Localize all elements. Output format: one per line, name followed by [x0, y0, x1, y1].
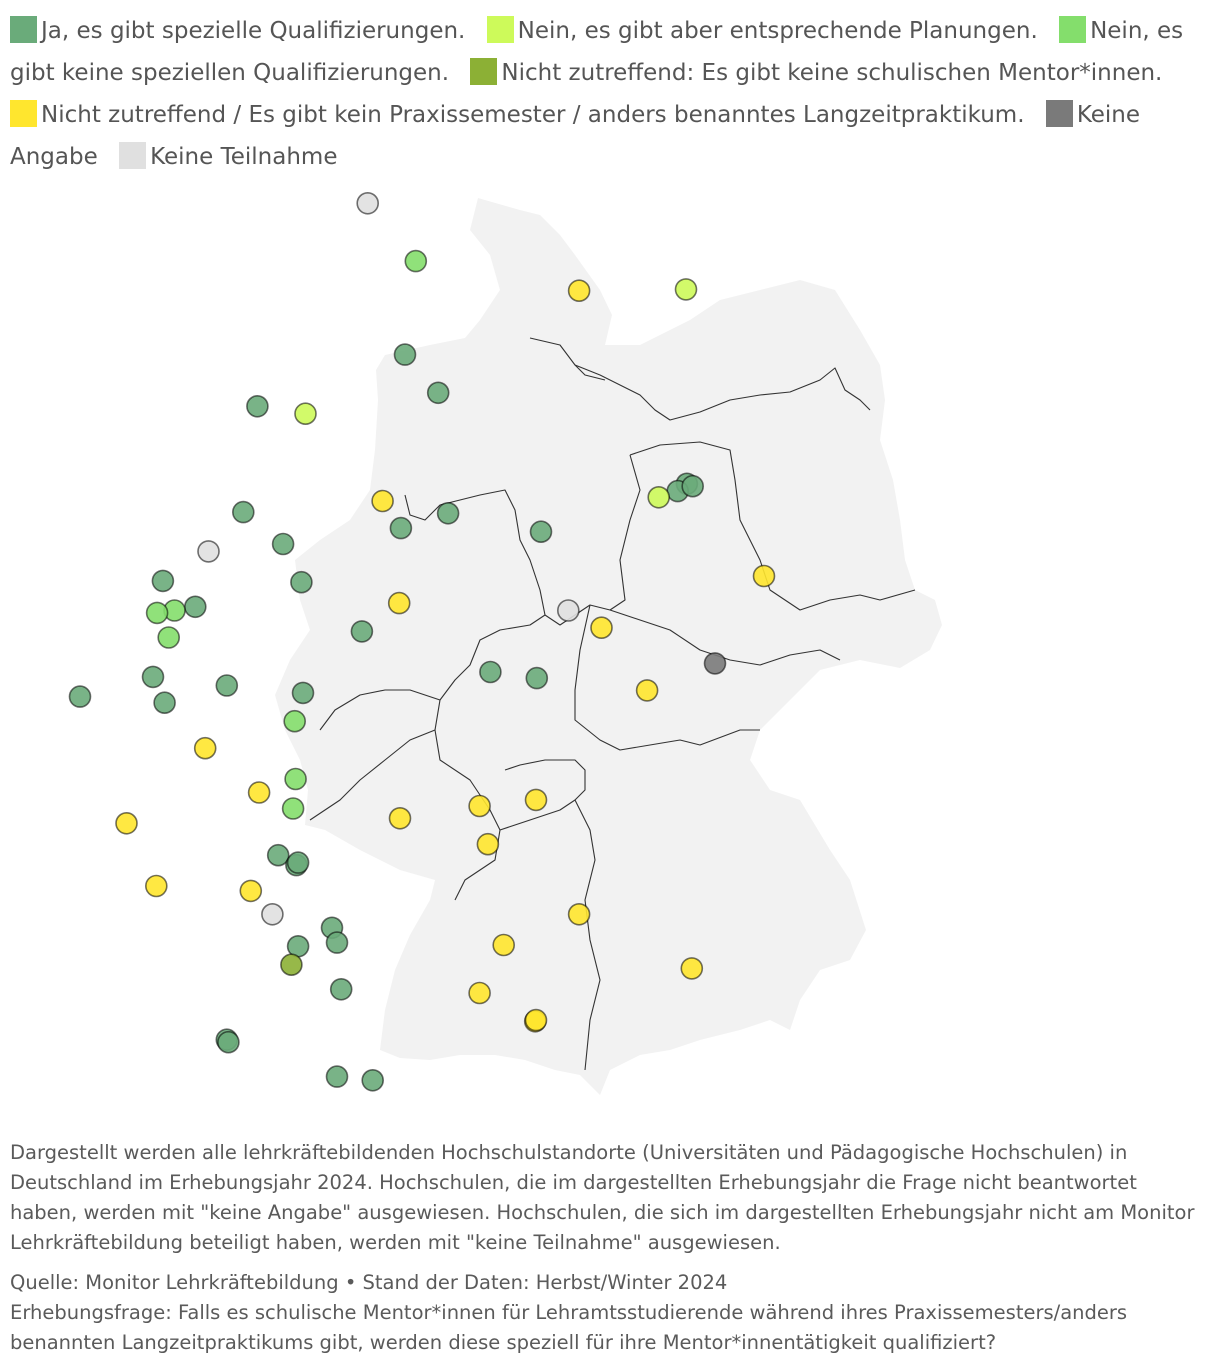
- legend-item-keine-mentorinnen[interactable]: [470, 60, 1162, 86]
- legend-swatch: [10, 100, 37, 127]
- site-marker[interactable]: [283, 798, 304, 819]
- legend-swatch: [10, 16, 37, 43]
- site-marker[interactable]: [262, 904, 283, 925]
- legend: [10, 10, 1210, 178]
- site-marker[interactable]: [569, 904, 590, 925]
- legend-swatch: [119, 142, 146, 169]
- legend-swatch: [1059, 16, 1086, 43]
- site-marker[interactable]: [152, 570, 173, 591]
- site-marker[interactable]: [531, 521, 552, 542]
- site-marker[interactable]: [357, 193, 378, 214]
- question-text: Erhebungsfrage: Falls es schulische Mentor*innen für Lehramtsstudierende während ihres Praxissemesters/anders benannten Langzeitpraktikums gibt, werden diese speziell für ihre Mentor*innentätigkeit qualifiziert?: [10, 1301, 1128, 1354]
- site-marker[interactable]: [754, 566, 775, 587]
- site-marker[interactable]: [526, 1010, 547, 1031]
- site-marker[interactable]: [247, 396, 268, 417]
- site-marker[interactable]: [249, 782, 270, 803]
- site-marker[interactable]: [362, 1070, 383, 1091]
- site-marker[interactable]: [526, 668, 547, 689]
- site-marker[interactable]: [405, 251, 426, 272]
- site-marker[interactable]: [284, 711, 305, 732]
- legend-item-nein-planungen[interactable]: [487, 18, 1038, 44]
- site-marker[interactable]: [390, 808, 411, 829]
- legend-label: Keine Teilnahme: [150, 144, 338, 170]
- site-marker[interactable]: [351, 621, 372, 642]
- site-marker[interactable]: [293, 682, 314, 703]
- site-marker[interactable]: [327, 1066, 348, 1087]
- site-marker[interactable]: [558, 600, 579, 621]
- site-marker[interactable]: [331, 979, 352, 1000]
- site-marker[interactable]: [288, 852, 309, 873]
- site-marker[interactable]: [469, 796, 490, 817]
- site-marker[interactable]: [198, 541, 219, 562]
- source-text: Quelle: Monitor Lehrkräftebildung • Stand der Daten: Herbst/Winter 2024: [10, 1271, 728, 1294]
- legend-item-ja-qualifizierungen[interactable]: [10, 18, 465, 44]
- site-marker[interactable]: [390, 518, 411, 539]
- site-marker[interactable]: [154, 692, 175, 713]
- site-marker[interactable]: [216, 675, 237, 696]
- site-marker[interactable]: [70, 686, 91, 707]
- site-marker[interactable]: [676, 279, 697, 300]
- site-marker[interactable]: [281, 954, 302, 975]
- site-marker[interactable]: [389, 593, 410, 614]
- site-marker[interactable]: [438, 503, 459, 524]
- legend-swatch: [1046, 100, 1073, 127]
- site-marker[interactable]: [240, 880, 261, 901]
- legend-label: Nein, es gibt aber entsprechende Planungen.: [517, 18, 1038, 44]
- site-marker[interactable]: [372, 491, 393, 512]
- legend-label: Nein, es gibt keine speziellen Qualifizierungen.: [10, 18, 1184, 86]
- site-marker[interactable]: [480, 662, 501, 683]
- site-marker[interactable]: [705, 653, 726, 674]
- legend-swatch: [470, 58, 497, 85]
- legend-item-keine-teilnahme[interactable]: [119, 144, 337, 170]
- site-marker[interactable]: [477, 834, 498, 855]
- site-marker[interactable]: [682, 476, 703, 497]
- site-marker[interactable]: [648, 487, 669, 508]
- site-marker[interactable]: [143, 666, 164, 687]
- site-marker[interactable]: [591, 617, 612, 638]
- legend-label: Ja, es gibt spezielle Qualifizierungen.: [41, 18, 466, 44]
- germany-land: [275, 198, 942, 1095]
- germany-map[interactable]: [0, 180, 1220, 1110]
- legend-label: Nicht zutreffend / Es gibt kein Praxissemester / anders benanntes Langzeitpraktikum.: [41, 102, 1025, 128]
- site-marker[interactable]: [195, 738, 216, 759]
- site-marker[interactable]: [291, 572, 312, 593]
- legend-swatch: [487, 16, 514, 43]
- site-marker[interactable]: [428, 382, 449, 403]
- site-marker[interactable]: [146, 876, 167, 897]
- site-marker[interactable]: [233, 502, 254, 523]
- site-marker[interactable]: [637, 680, 658, 701]
- legend-label: Keine Angabe: [10, 102, 1141, 170]
- site-marker[interactable]: [116, 813, 137, 834]
- chart-notes: [10, 1138, 1210, 1358]
- site-marker[interactable]: [273, 534, 294, 555]
- site-marker[interactable]: [469, 983, 490, 1004]
- site-marker[interactable]: [185, 596, 206, 617]
- site-marker[interactable]: [569, 280, 590, 301]
- site-marker[interactable]: [526, 789, 547, 810]
- site-marker[interactable]: [681, 958, 702, 979]
- site-marker[interactable]: [493, 935, 514, 956]
- site-marker[interactable]: [147, 602, 168, 623]
- site-marker[interactable]: [285, 769, 306, 790]
- site-marker[interactable]: [395, 344, 416, 365]
- legend-label: Nicht zutreffend: Es gibt keine schulischen Mentor*innen.: [501, 60, 1163, 86]
- description-text: Dargestellt werden alle lehrkräftebildenden Hochschulstandorte (Universitäten und Pädagogische Hochschulen) in Deutschland im Erhebungsjahr 2024. Hochschulen, die im dargestellten Erhebungsjahr die Frage nicht beantwortet haben, werden mit "keine Angabe" ausgewiesen. Hochschulen, die sich im dargestellten Erhebungsjahr nicht am Monitor Lehrkräftebildung beteiligt haben, werden mit "keine Teilnahme" ausgewiesen.: [10, 1141, 1195, 1254]
- site-marker[interactable]: [295, 403, 316, 424]
- site-marker[interactable]: [158, 627, 179, 648]
- site-marker[interactable]: [327, 932, 348, 953]
- site-marker[interactable]: [218, 1032, 239, 1053]
- legend-item-kein-praxissemester[interactable]: [10, 102, 1025, 128]
